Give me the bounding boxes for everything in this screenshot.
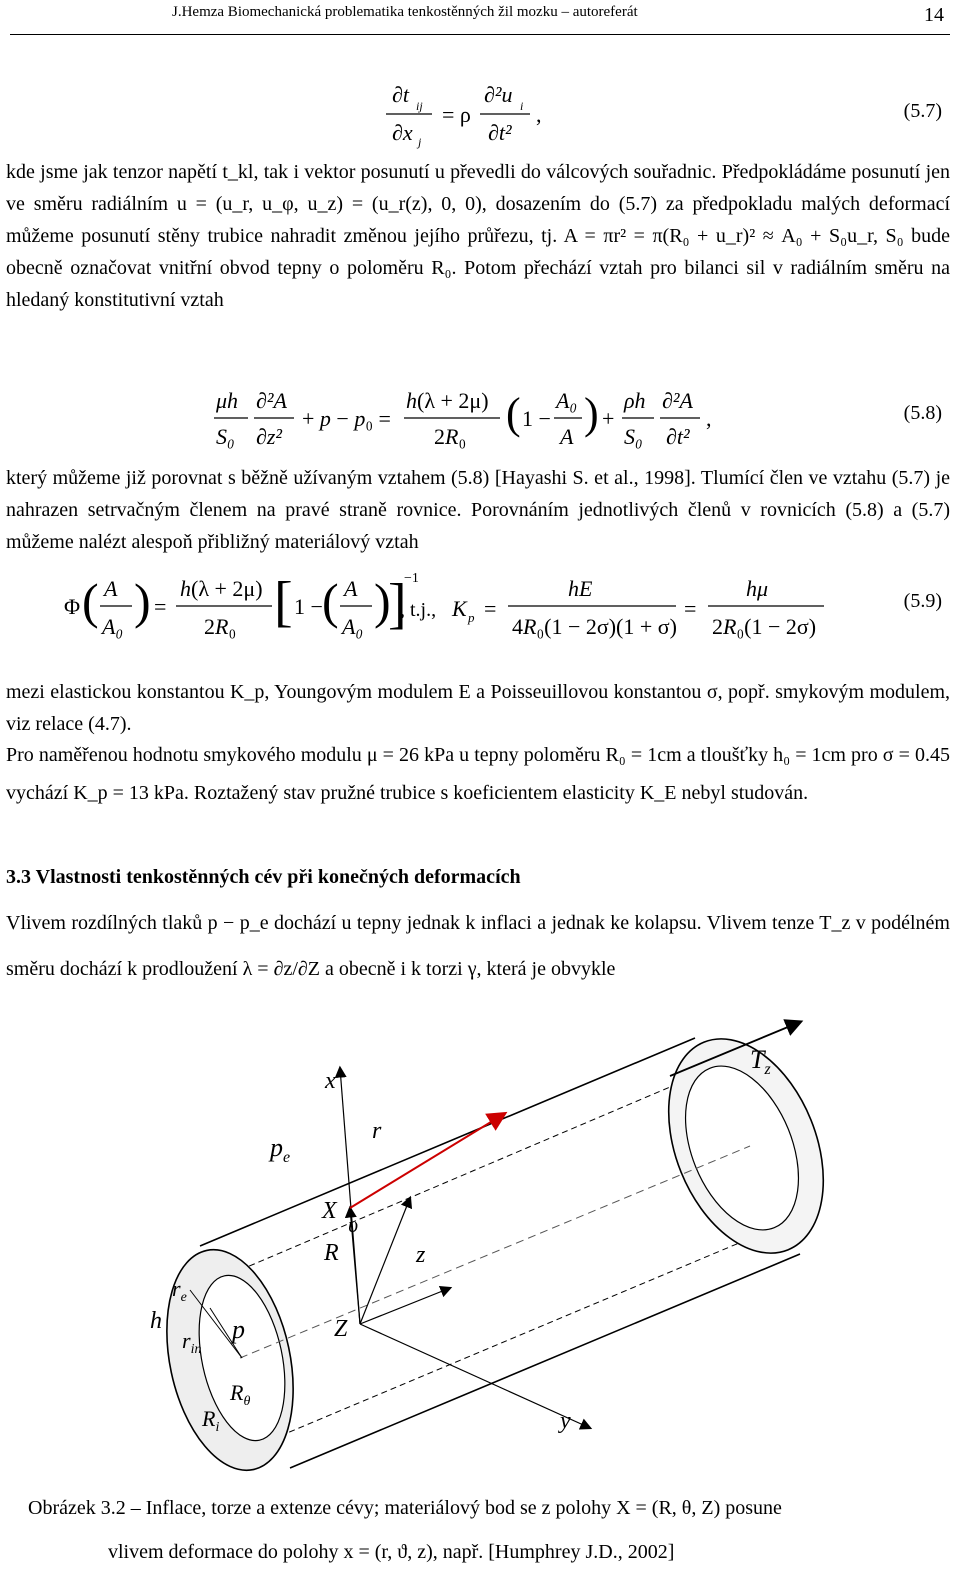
svg-text:+ p − p₀ =: + p − p₀ = <box>302 406 391 431</box>
paragraph-1: kde jsme jak tenzor napětí t_kl, tak i vektor posunutí u převedli do válcových souřadnic. Předpokládáme posunutí jen ve směru radiálním u = (u_r, u_φ, u_z) = (u_r(z), 0, 0), dosazením do (5.7) za předpokladu malých deformací můžeme posunutí stěny trubice nahradit změnou jejího průřezu, tj. A = πr² = π(R₀ + u_r)² ≈ A₀ + S₀u_r, S₀ bude obecně označovat vnitřní obvod tepny o poloměru R₀. Potom přechází vztah pro bilanci sil v radiálním směru na hledaný konstitutivní vztah <box>6 161 950 311</box>
equation-5-9 <box>60 560 840 650</box>
label-r-in: $r_{in}$ <box>182 1328 202 1357</box>
svg-text:1 −: 1 − <box>294 594 323 619</box>
figure-caption-line-1: Obrázek 3.2 – Inflace, torze a extenze cévy; materiálový bod se z polohy X = (R, θ, Z) posune <box>28 1497 782 1519</box>
svg-text:2R₀: 2R₀ <box>434 424 467 449</box>
svg-text:hE: hE <box>568 576 593 601</box>
paragraph-5: Vlivem rozdílných tlaků p − p_e dochází u tepny jednak k inflaci a jednak ke kolapsu. Vlivem tenze T_z v podélném směru dochází k prodloužení λ = ∂z/∂Z a obecně i k torzi γ, která je obvykle <box>6 912 950 980</box>
paragraph-2: který můžeme již porovnat s běžně užívaným vztahem (5.8) [Hayashi S. et al., 1998]. Tlumící člen ve vztahu (5.7) je nahrazen setrvačným členem na pravé straně rovnice. Porovnáním jednotlivých členů v rovnicích (5.8) a (5.7) můžeme nalézt alespoň přibližný materiálový vztah <box>6 467 950 553</box>
label-y: y <box>560 1408 571 1434</box>
svg-text:∂t: ∂t <box>392 82 409 107</box>
svg-text:,: , <box>536 102 542 127</box>
deformed-position-vector <box>360 1198 410 1324</box>
svg-text:(: ( <box>506 389 521 438</box>
z-axis-arrow <box>360 1288 450 1324</box>
y-axis-arrow <box>360 1324 590 1428</box>
svg-text:i: i <box>520 99 524 113</box>
equation-number-5-8: (5.8) <box>903 402 942 424</box>
svg-text:h(λ + 2μ): h(λ + 2μ) <box>406 388 489 413</box>
svg-text:∂²A: ∂²A <box>662 388 693 413</box>
label-r: r <box>372 1118 382 1144</box>
svg-text:A₀: A₀ <box>342 614 364 639</box>
svg-text:A: A <box>560 424 574 449</box>
svg-text:(: ( <box>322 573 339 629</box>
label-z: z <box>416 1242 426 1268</box>
paragraph-3: mezi elastickou konstantou K_p, Youngovým modulem E a Poisseuillovou konstantou σ, popř. smykovým modulem, viz relace (4.7). <box>6 681 950 735</box>
svg-text:∂t²: ∂t² <box>488 120 512 145</box>
svg-text:A: A <box>344 576 358 601</box>
svg-text:hμ: hμ <box>746 576 769 601</box>
svg-text:S₀: S₀ <box>624 424 643 449</box>
label-X: X <box>322 1198 337 1224</box>
svg-text:∂²u: ∂²u <box>484 82 513 107</box>
svg-text:j: j <box>418 135 422 149</box>
svg-text:ρh: ρh <box>624 388 646 413</box>
svg-text:(: ( <box>82 573 99 629</box>
svg-text:A₀: A₀ <box>102 614 124 639</box>
svg-text:2R₀: 2R₀ <box>204 614 237 639</box>
label-T-z: $T_z$ <box>750 1045 771 1078</box>
svg-text:S₀: S₀ <box>216 424 235 449</box>
label-R-theta: $R_\theta$ <box>230 1380 251 1409</box>
svg-text:−1: −1 <box>404 571 419 586</box>
svg-text:2R₀(1 − 2σ): 2R₀(1 − 2σ) <box>712 614 817 639</box>
svg-text:K: K <box>452 596 467 621</box>
svg-text:+: + <box>602 406 615 431</box>
svg-text:∂t²: ∂t² <box>666 424 690 449</box>
running-title: J.Hemza Biomechanická problematika tenkostěnných žil mozku – autoreferát <box>172 4 638 20</box>
label-upsilon: υ <box>348 1212 359 1237</box>
label-h: h <box>150 1308 162 1334</box>
svg-text:Φ: Φ <box>64 594 81 619</box>
svg-text:=: = <box>684 596 697 621</box>
svg-text:∂x: ∂x <box>392 120 413 145</box>
figure-caption-line-2: vlivem deformace do polohy x = (r, ϑ, z), např. [Humphrey J.D., 2002] <box>108 1541 675 1563</box>
svg-text:=: = <box>154 594 167 619</box>
section-heading: 3.3 Vlastnosti tenkostěnných cév při konečných deformacích <box>6 866 521 888</box>
svg-text:1 −: 1 − <box>522 406 551 431</box>
equation-number-5-7: (5.7) <box>903 100 942 122</box>
svg-text:∂²A: ∂²A <box>256 388 287 413</box>
svg-text:ij: ij <box>416 99 423 113</box>
equation-number-5-9: (5.9) <box>903 590 942 612</box>
svg-text:4R₀(1 − 2σ)(1 + σ): 4R₀(1 − 2σ)(1 + σ) <box>512 614 677 639</box>
header-rule <box>10 34 950 35</box>
figure-caption <box>28 1486 948 1574</box>
svg-text:A₀: A₀ <box>556 388 578 413</box>
label-x: x <box>325 1068 336 1094</box>
svg-text:): ) <box>374 573 391 629</box>
page-number: 14 <box>924 4 944 26</box>
figure-3-2-tube-diagram <box>110 1008 930 1478</box>
svg-text:A: A <box>104 576 118 601</box>
svg-text:h(λ + 2μ): h(λ + 2μ) <box>180 576 263 601</box>
svg-text:= ρ: = ρ <box>442 102 471 127</box>
label-R-i: $R_i$ <box>202 1406 220 1435</box>
label-Z: Z <box>334 1316 348 1342</box>
paragraph-4: Pro naměřenou hodnotu smykového modulu μ = 26 kPa u tepny poloměru R₀ = 1cm a tloušťky h₀ = 1cm pro σ = 0.45 vychází K_p = 13 kPa. Roztažený stav pružné trubice s koeficientem elasticity K_E nebyl studován. <box>6 744 950 804</box>
label-r-e: $r_e$ <box>172 1276 187 1305</box>
svg-text:μh: μh <box>216 388 239 413</box>
svg-text:): ) <box>584 389 599 438</box>
svg-text:∂z²: ∂z² <box>256 424 283 449</box>
svg-text:p: p <box>468 610 475 625</box>
equation-5-8 <box>210 382 730 462</box>
svg-text:[: [ <box>274 571 293 633</box>
label-p: p <box>232 1315 245 1344</box>
tube-axis <box>240 1146 750 1358</box>
svg-text:,: , <box>706 406 712 431</box>
svg-text:): ) <box>134 573 151 629</box>
tj-label: , t.j., <box>400 599 437 621</box>
svg-text:=: = <box>484 596 497 621</box>
label-R: R <box>324 1240 339 1266</box>
svg-text:]: ] <box>388 573 407 635</box>
equation-5-7 <box>380 80 560 150</box>
label-p-e: $p_e$ <box>270 1133 291 1166</box>
